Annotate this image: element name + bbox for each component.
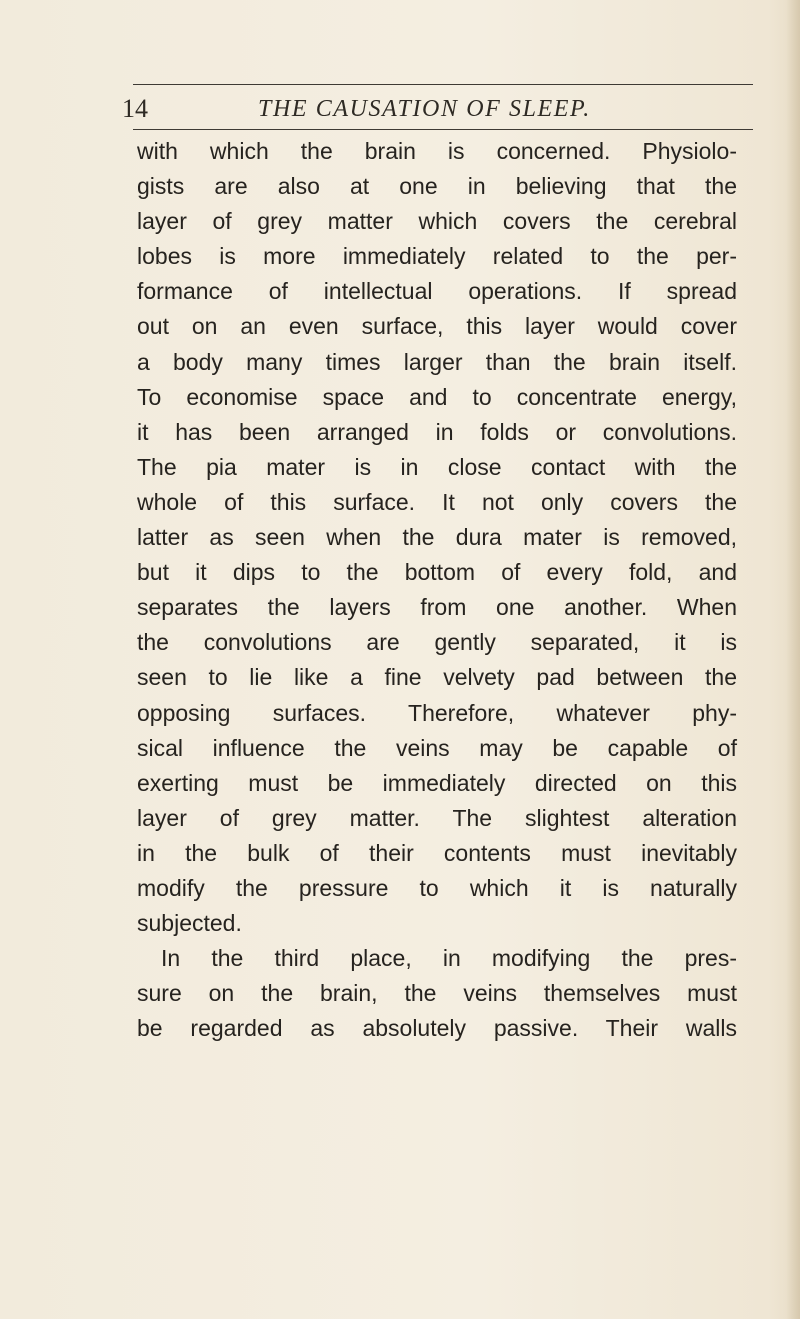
text-line: but it dips to the bottom of every fold, and	[137, 559, 737, 586]
body-text	[137, 134, 737, 1046]
text-line: separates the layers from one another. When	[137, 594, 737, 621]
page-edge-shadow	[786, 0, 800, 1319]
text-line: modify the pressure to which it is naturally	[137, 874, 737, 901]
text-line: with which the brain is concerned. Physiolo-	[137, 138, 737, 164]
text-line: a body many times larger than the brain itself.	[137, 348, 737, 375]
text-line: sure on the brain, the veins themselves must	[137, 980, 737, 1007]
text-line: layer of grey matter. The slightest alteration	[137, 804, 737, 831]
text-line: it has been arranged in folds or convolutions.	[137, 418, 737, 445]
text-line: sical influence the veins may be capable of	[137, 734, 737, 761]
text-line: in the bulk of their contents must inevitably	[137, 839, 737, 866]
text-line: be regarded as absolutely passive. Their walls	[137, 1015, 737, 1042]
text-line: latter as seen when the dura mater is removed,	[137, 524, 737, 551]
text-line: opposing surfaces. Therefore, whatever phy-	[137, 699, 737, 726]
page-number: 14	[122, 94, 148, 123]
text-line: The pia mater is in close contact with the	[137, 453, 737, 480]
text-line: lobes is more immediately related to the per-	[137, 243, 737, 270]
text-line: gists are also at one in believing that the	[137, 173, 737, 200]
text-line: the convolutions are gently separated, it is	[137, 629, 737, 656]
paragraph-end-line: subjected.	[137, 910, 242, 937]
header-bottom-rule	[133, 129, 753, 130]
text-line: seen to lie like a fine velvety pad between the	[137, 664, 737, 691]
text-line: layer of grey matter which covers the cerebral	[137, 208, 737, 235]
running-header	[122, 92, 762, 128]
text-line: exerting must be immediately directed on this	[137, 769, 737, 796]
text-line: out on an even surface, this layer would cover	[137, 313, 737, 340]
text-line: whole of this surface. It not only covers the	[137, 488, 737, 515]
running-title: THE CAUSATION OF SLEEP.	[258, 96, 591, 122]
text-line: To economise space and to concentrate energy,	[137, 383, 737, 410]
paragraph-first-line: In the third place, in modifying the pres-	[161, 945, 737, 972]
header-top-rule	[133, 84, 753, 85]
text-line: formance of intellectual operations. If spread	[137, 278, 737, 305]
